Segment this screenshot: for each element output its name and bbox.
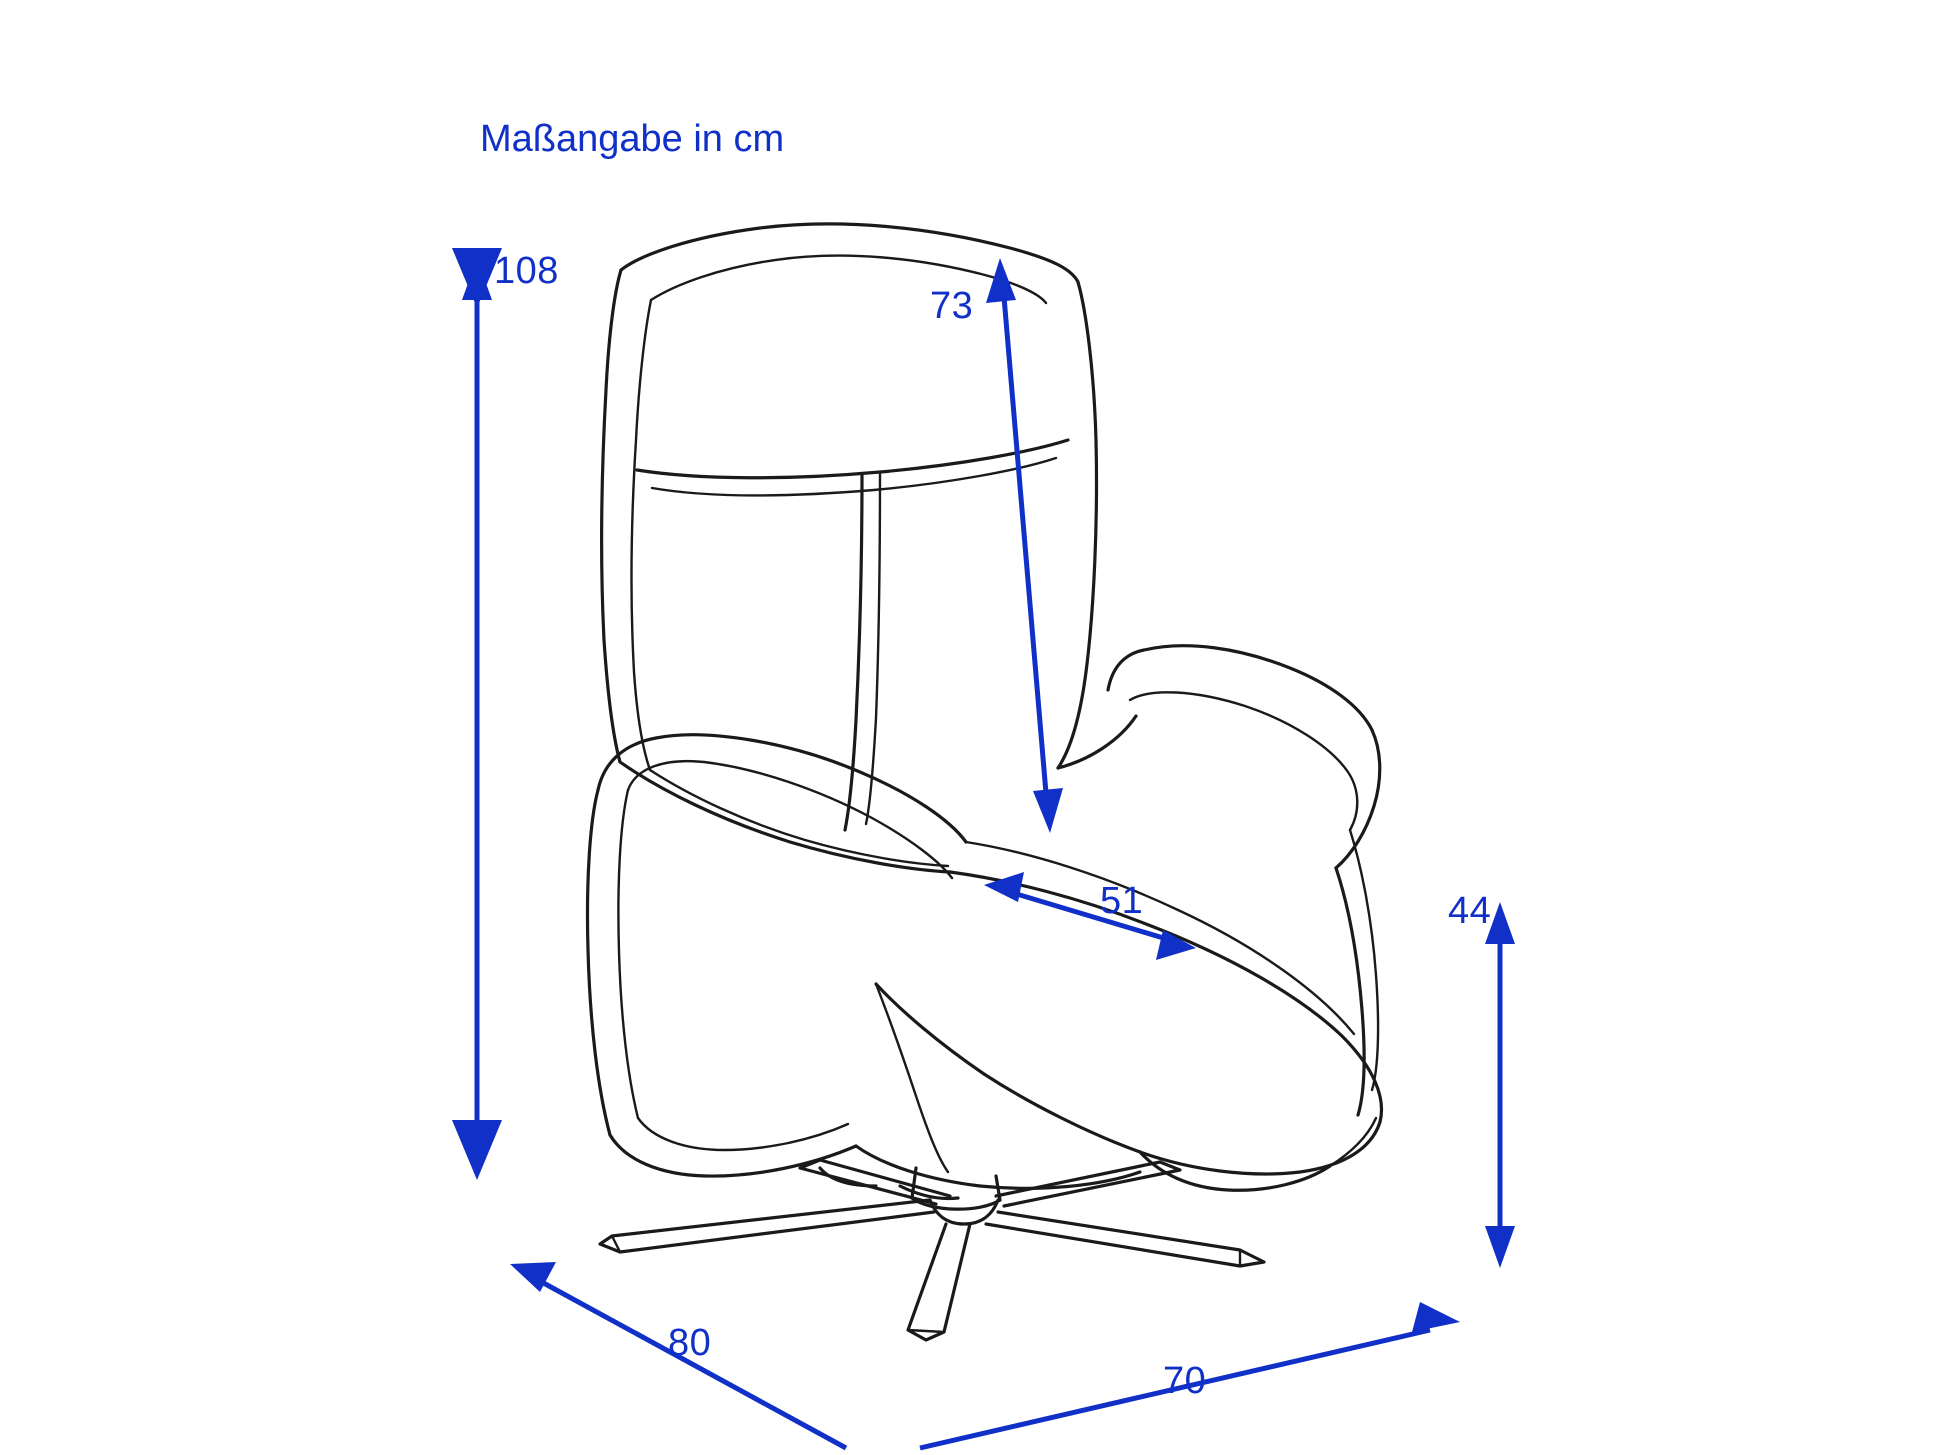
chair-drawing [587,224,1381,1340]
dim-line-total-height [462,258,492,1172]
diagram-caption: Maßangabe in cm [480,118,785,160]
dim-line-seat-depth [984,872,1196,960]
dimension-label-width: 70 [1163,1360,1207,1402]
dimension-label-backrest-height: 73 [930,285,974,327]
dim-line-backrest-height [986,258,1063,833]
dimension-label-seat-height: 44 [1448,890,1492,932]
dimension-label-seat-depth: 51 [1100,880,1144,922]
dim-line-seat-height [1485,902,1515,1268]
dimension-label-depth: 80 [668,1322,712,1364]
dimension-label-total-height: 108 [494,250,559,292]
